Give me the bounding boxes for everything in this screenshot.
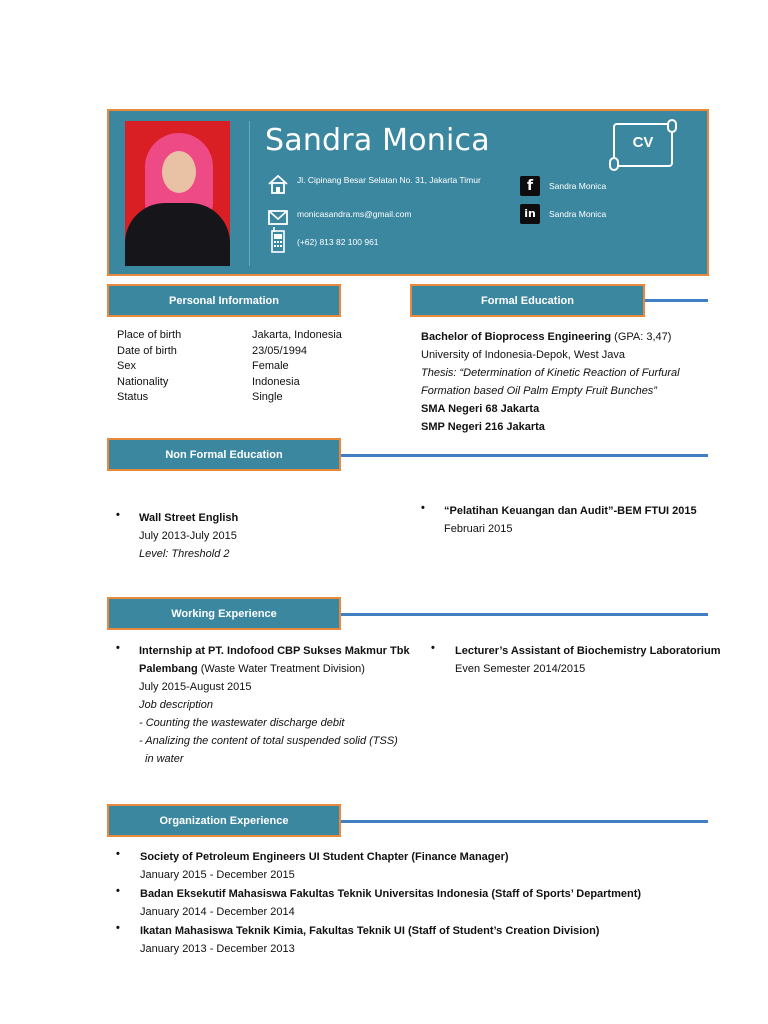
org-item: Society of Petroleum Engineers UI Student Chapter (Finance Manager) January 2015 - December 2015 bbox=[140, 851, 509, 881]
linkedin-icon[interactable]: in bbox=[520, 204, 540, 224]
non-formal-education-rule bbox=[341, 454, 708, 457]
university: University of Indonesia-Depok, West Java bbox=[421, 349, 625, 361]
org-item: Ikatan Mahasiswa Teknik Kimia, Fakultas Teknik UI (Staff of Student’s Creation Division) January 2013 - December 2013 bbox=[140, 925, 600, 955]
personal-row: Date of birth 23/05/1994 bbox=[117, 344, 308, 357]
formal-education-heading: Formal Education bbox=[410, 284, 645, 317]
envelope-icon bbox=[267, 207, 289, 229]
facebook-contact[interactable] bbox=[520, 176, 606, 196]
cv-scroll-icon: CV bbox=[609, 119, 677, 171]
org-item: Badan Eksekutif Mahasiswa Fakultas Teknik Universitas Indonesia (Staff of Sports’ Department) January 2014 - December 2014 bbox=[140, 888, 642, 918]
linkedin-contact[interactable] bbox=[520, 204, 606, 224]
phone-contact bbox=[267, 229, 379, 251]
header-divider bbox=[249, 121, 250, 266]
formal-education-content bbox=[421, 328, 721, 436]
working-experience-heading: Working Experience bbox=[107, 597, 341, 630]
personal-row: Status Single bbox=[117, 391, 283, 403]
non-formal-item: Wall Street English July 2013-July 2015 Level: Threshold 2 bbox=[139, 512, 239, 560]
mobile-phone-icon bbox=[267, 229, 289, 251]
email-contact bbox=[267, 207, 411, 229]
thesis-line-1: Thesis: “Determination of Kinetic Reaction of Furfural bbox=[421, 367, 680, 379]
thesis-line-2: Formation based Oil Palm Empty Fruit Bunches” bbox=[421, 385, 657, 397]
organization-experience-rule bbox=[341, 820, 708, 823]
bullet-icon: • bbox=[116, 642, 120, 654]
organization-experience-heading: Organization Experience bbox=[107, 804, 341, 837]
phone-text: (+62) 813 82 100 961 bbox=[297, 237, 379, 247]
bullet-icon: • bbox=[116, 885, 120, 897]
profile-photo bbox=[125, 121, 230, 266]
personal-row: Place of birth Jakarta, Indonesia bbox=[117, 329, 342, 341]
bullet-icon: • bbox=[116, 509, 120, 521]
bullet-icon: • bbox=[431, 642, 435, 654]
formal-education-rule bbox=[645, 299, 708, 302]
home-icon bbox=[267, 173, 289, 195]
personal-row: Sex Female bbox=[117, 360, 289, 372]
smp-school: SMP Negeri 216 Jakarta bbox=[421, 421, 545, 433]
personal-info-table bbox=[117, 328, 342, 406]
working-experience-rule bbox=[341, 613, 708, 616]
personal-info-heading: Personal Information bbox=[107, 284, 341, 317]
facebook-text[interactable]: Sandra Monica bbox=[549, 181, 607, 191]
gpa: (GPA: 3,47) bbox=[611, 331, 672, 343]
personal-row: Nationality Indonesia bbox=[117, 375, 300, 388]
non-formal-education-heading: Non Formal Education bbox=[107, 438, 341, 471]
bullet-icon: • bbox=[421, 502, 425, 514]
sma-school: SMA Negeri 68 Jakarta bbox=[421, 403, 540, 415]
linkedin-text[interactable]: Sandra Monica bbox=[549, 209, 607, 219]
work-item: Lecturer’s Assistant of Biochemistry Laboratorium Even Semester 2014/2015 bbox=[455, 645, 721, 675]
facebook-icon[interactable]: f bbox=[520, 176, 540, 196]
degree-title: Bachelor of Bioprocess Engineering bbox=[421, 331, 612, 343]
email-text[interactable]: monicasandra.ms@gmail.com bbox=[297, 209, 412, 219]
cv-header bbox=[107, 109, 709, 276]
non-formal-item: “Pelatihan Keuangan dan Audit”-BEM FTUI 2015 Februari 2015 bbox=[444, 505, 697, 535]
bullet-icon: • bbox=[116, 922, 120, 934]
person-name: Sandra Monica bbox=[265, 123, 490, 158]
address-text: Jl. Cipinang Besar Selatan No. 31, Jakarta Timur bbox=[297, 175, 481, 185]
address-contact bbox=[267, 173, 487, 195]
work-item: Internship at PT. Indofood CBP Sukses Makmur Tbk Palembang (Waste Water Treatment Division) July 2015-August 2015 Job description - Counting the wastewater discharge debit - Analizing the content of total suspended solid (TSS) in water bbox=[139, 645, 410, 765]
bullet-icon: • bbox=[116, 848, 120, 860]
